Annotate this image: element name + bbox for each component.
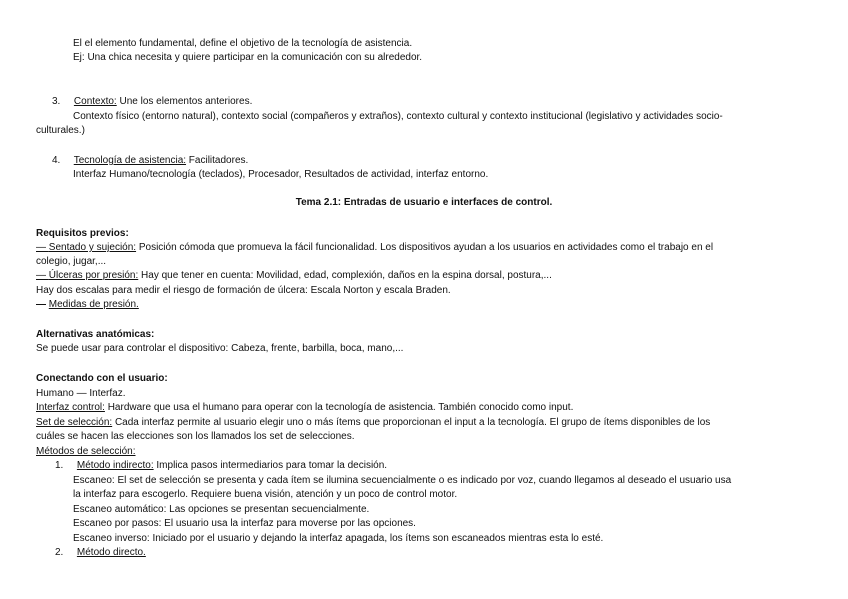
escaneo-line: Escaneo: El set de selección se presenta y cada ítem se ilumina secuencialmente o es indicado por voz, cuando llegamos al deseado el usuario usa bbox=[73, 475, 732, 486]
escaneo-cont: la interfaz para escogerlo. Requiere buena visión, atención y un poco de control motor. bbox=[73, 489, 458, 500]
metodo-directo-label: Método directo. bbox=[76, 547, 146, 558]
intro-line-1: El el elemento fundamental, define el objetivo de la tecnología de asistencia. bbox=[73, 38, 413, 49]
ulceras-line bbox=[36, 270, 552, 283]
medidas-line bbox=[36, 299, 139, 312]
contexto-detail-cont: culturales.) bbox=[36, 125, 85, 136]
set-text: Cada interfaz permite al usuario elegir uno o más ítems que proporcionan el input a la tecnología. El grupo de ítems disponibles de los bbox=[112, 417, 711, 428]
intro-line-2: Ej: Una chica necesita y quiere participar en la comunicación con su alrededor. bbox=[73, 52, 423, 63]
list-item-contexto bbox=[52, 96, 252, 109]
sentado-cont: colegio, jugar,... bbox=[36, 256, 107, 267]
requisitos-heading: Requisitos previos: bbox=[36, 228, 129, 239]
ulceras-text: Hay que tener en cuenta: Movilidad, edad, complexión, daños en la espina dorsal, postura,... bbox=[138, 270, 552, 281]
tecnologia-text: Facilitadores. bbox=[186, 155, 249, 166]
humano-line: Humano — Interfaz. bbox=[36, 388, 126, 399]
medidas-label: Medidas de presión. bbox=[48, 299, 139, 310]
escaneo-automatico: Escaneo automático: Las opciones se presentan secuencialmente. bbox=[73, 504, 370, 515]
list-number: 2. bbox=[55, 547, 64, 558]
set-cont: cuáles se hacen las elecciones son los llamados los set de selecciones. bbox=[36, 431, 355, 442]
metodo-directo-item bbox=[55, 547, 146, 560]
list-number: 1. bbox=[55, 460, 64, 471]
tecnologia-heading: Tecnología de asistencia: bbox=[73, 155, 187, 166]
interfaz-label: Interfaz control: bbox=[36, 402, 105, 413]
contexto-heading: Contexto: bbox=[73, 96, 117, 107]
sentado-text: Posición cómoda que promueva la fácil funcionalidad. Los dispositivos ayudan a los usuarios en actividades como el trabajo en el bbox=[136, 242, 714, 253]
sentado-label: Sentado y sujeción: bbox=[48, 242, 137, 253]
dash: — bbox=[36, 270, 49, 281]
metodos-label: Métodos de selección: bbox=[36, 446, 136, 457]
dash: — bbox=[36, 299, 49, 310]
list-item-tecnologia bbox=[52, 155, 248, 168]
interfaz-text: Hardware que usa el humano para operar con la tecnología de asistencia. También conocido como input. bbox=[104, 402, 574, 413]
set-label: Set de selección: bbox=[36, 417, 113, 428]
tecnologia-detail: Interfaz Humano/tecnología (teclados), Procesador, Resultados de actividad, interfaz entorno. bbox=[73, 169, 489, 180]
conectando-heading: Conectando con el usuario: bbox=[36, 373, 168, 384]
dash: — bbox=[36, 242, 49, 253]
interfaz-line bbox=[36, 402, 573, 415]
sentado-line bbox=[36, 242, 713, 255]
list-number: 4. bbox=[52, 155, 61, 166]
metodo-indirecto-text: Implica pasos intermediarios para tomar la decisión. bbox=[153, 460, 388, 471]
set-line bbox=[36, 417, 710, 430]
list-number: 3. bbox=[52, 96, 61, 107]
escaneo-inverso: Escaneo inverso: Iniciado por el usuario y dejando la interfaz apagada, los ítems son escaneados mientras esta lo esté. bbox=[73, 533, 604, 544]
metodo-indirecto-item bbox=[55, 460, 387, 473]
ulceras-label: Úlceras por presión: bbox=[48, 270, 139, 281]
contexto-detail: Contexto físico (entorno natural), contexto social (compañeros y extraños), contexto cultural y contexto institucional (legislativo y actividades socio- bbox=[73, 111, 723, 122]
metodos-line bbox=[36, 446, 136, 459]
metodo-indirecto-label: Método indirecto: bbox=[76, 460, 154, 471]
escaneo-pasos: Escaneo por pasos: El usuario usa la interfaz para moverse por las opciones. bbox=[73, 518, 416, 529]
escalas-line: Hay dos escalas para medir el riesgo de formación de úlcera: Escala Norton y escala Braden. bbox=[36, 285, 451, 296]
topic-title: Tema 2.1: Entradas de usuario e interfaces de control. bbox=[295, 197, 553, 208]
alternativas-text: Se puede usar para controlar el dispositivo: Cabeza, frente, barbilla, boca, mano,... bbox=[36, 343, 404, 354]
alternativas-heading: Alternativas anatómicas: bbox=[36, 329, 155, 340]
contexto-text: Une los elementos anteriores. bbox=[116, 96, 253, 107]
